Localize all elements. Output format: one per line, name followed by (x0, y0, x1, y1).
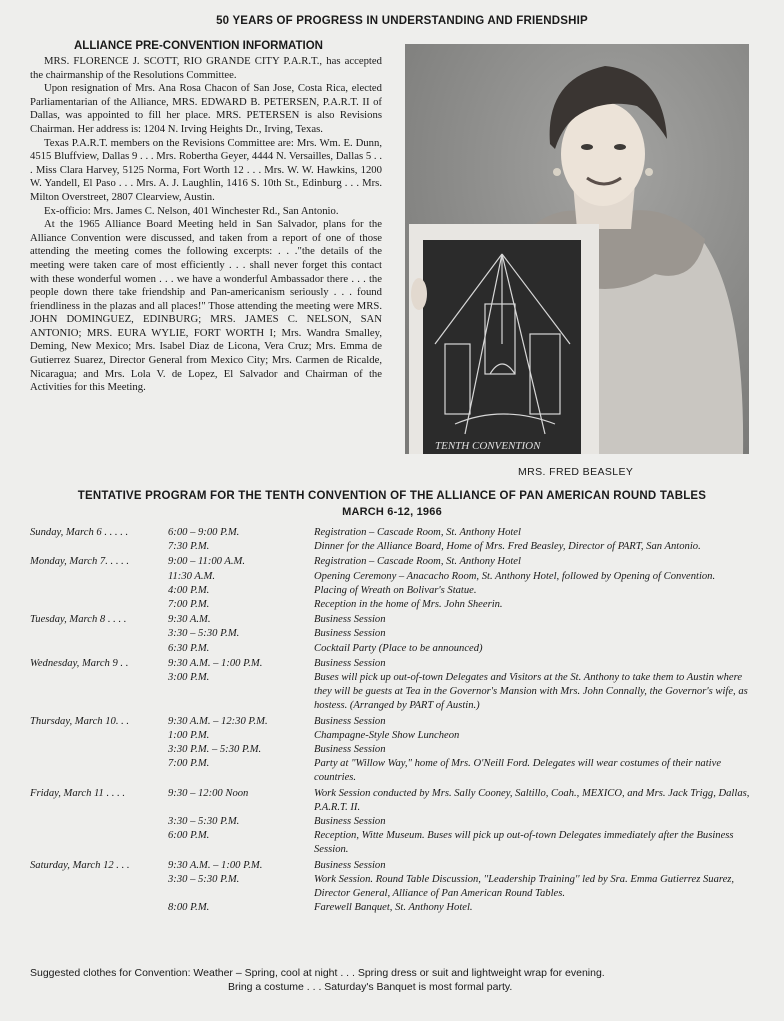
schedule-row (30, 584, 760, 598)
schedule-desc: Business Session (314, 628, 386, 640)
schedule-row (30, 540, 760, 554)
schedule-desc: Opening Ceremony – Anacacho Room, St. Anthony Hotel, followed by Opening of Convention. (314, 570, 716, 582)
schedule-row (30, 757, 760, 785)
portrait-photo (405, 44, 749, 454)
schedule-day (30, 671, 168, 714)
clothing-note (30, 966, 760, 994)
article-paragraph: MRS. FLORENCE J. SCOTT, RIO GRANDE CITY P.A.R.T., has accepted the chairmanship of the Resolutions Committee. (30, 55, 382, 81)
schedule-time: 3:30 – 5:30 P.M. (168, 628, 240, 640)
schedule-row (30, 743, 760, 757)
schedule-row (30, 829, 760, 857)
schedule-desc: Work Session conducted by Mrs. Sally Cooney, Saltillo, Coah., MEXICO, and Mrs. Jack Trigg, Dallas, P.A.R.T. II. (314, 787, 750, 813)
schedule-day (30, 540, 168, 554)
schedule-row (30, 526, 760, 540)
schedule-row (30, 613, 760, 627)
photo-caption: MRS. FRED BEASLEY (518, 466, 634, 478)
schedule-desc: Reception in the home of Mrs. John Sheerin. (314, 599, 503, 611)
schedule-day: Friday, March 11 . . . . (30, 787, 126, 799)
schedule-desc: Business Session (314, 859, 386, 871)
schedule-day (30, 901, 168, 915)
schedule-desc: Reception, Witte Museum. Buses will pick up out-of-town Delegates immediately after the Business Session. (314, 830, 734, 856)
schedule-time: 9:30 A.M. – 1:00 P.M. (168, 859, 263, 871)
schedule-desc: Party at "Willow Way," home of Mrs. O'Neill Ford. Delegates will wear costumes of their native countries. (314, 758, 722, 784)
schedule-row (30, 555, 760, 569)
schedule-row (30, 642, 760, 656)
portrait-illustration (405, 44, 749, 454)
schedule-row (30, 729, 760, 743)
schedule-row (30, 598, 760, 612)
schedule-desc: Dinner for the Alliance Board, Home of Mrs. Fred Beasley, Director of PART, San Antonio. (314, 541, 701, 553)
program-date: MARCH 6-12, 1966 (342, 506, 442, 518)
schedule-row (30, 657, 760, 671)
schedule-row (30, 715, 760, 729)
schedule-time: 3:00 P.M. (168, 672, 210, 684)
article-paragraph: Ex-officio: Mrs. James C. Nelson, 401 Winchester Rd., San Antonio. (44, 204, 339, 217)
schedule-day (30, 743, 168, 757)
schedule-day (30, 757, 168, 785)
schedule-time: 8:00 P.M. (168, 902, 210, 914)
schedule-day (30, 873, 168, 901)
schedule-time: 6:00 P.M. (168, 830, 210, 842)
schedule-day: Monday, March 7. . . . . (30, 556, 130, 568)
article-paragraph: Upon resignation of Mrs. Ana Rosa Chacon of San Jose, Costa Rica, elected Parliamentarian of the Alliance, MRS. EDWARD B. PETERSEN, P.A.R.T. II of Dallas, was appointed to fill her place. MRS. PETERSEN is also Revisions Chairman. Her address is: 1204 N. Irving Heights Dr., Irving, Texas. (30, 82, 382, 135)
schedule-day: Sunday, March 6 . . . . . (30, 527, 129, 538)
schedule-row (30, 859, 760, 873)
schedule-desc: Work Session. Round Table Discussion, ''Leadership Training'' led by Sra. Emma Gutierrez Suarez, Director General, Alliance of Pan American Round Tables. (314, 873, 735, 900)
schedule-time: 6:30 P.M. (168, 642, 210, 654)
schedule-time: 4:00 P.M. (168, 584, 210, 596)
schedule-desc: Buses will pick up out-of-town Delegates and Visitors at the St. Anthony to take them to Austin where they will be guests at Tea in the Governor's Mansion with Mrs. John Connally, the Governor's wife, as hostess. (Arranged by PART of Austin.) (314, 672, 748, 712)
schedule-day (30, 598, 168, 612)
schedule-row (30, 671, 760, 714)
schedule-desc: Placing of Wreath on Bolivar's Statue. (314, 584, 477, 596)
schedule-time: 9:30 A.M. (168, 614, 211, 626)
schedule-time: 3:30 – 5:30 P.M. (168, 816, 240, 828)
article-body (30, 55, 382, 395)
schedule-time: 6:00 – 9:00 P.M. (168, 527, 240, 538)
schedule-day: Tuesday, March 8 . . . . (30, 614, 127, 626)
schedule-day: Wednesday, March 9 . . (30, 657, 129, 669)
schedule-row (30, 815, 760, 829)
schedule-time: 11:30 A.M. (168, 570, 215, 582)
schedule-desc: Registration – Cascade Room, St. Anthony Hotel (314, 527, 521, 538)
schedule-row (30, 627, 760, 641)
schedule-time: 7:00 P.M. (168, 758, 210, 770)
schedule-time: 3:30 P.M. – 5:30 P.M. (168, 744, 262, 756)
schedule-table (30, 525, 760, 915)
schedule-time: 7:00 P.M. (168, 599, 210, 611)
program-title: TENTATIVE PROGRAM FOR THE TENTH CONVENTION OF THE ALLIANCE OF PAN AMERICAN ROUND TABLES (77, 490, 707, 502)
schedule-row (30, 873, 760, 901)
schedule-day: Saturday, March 12 . . . (30, 859, 130, 871)
schedule-desc: Business Session (314, 816, 386, 828)
schedule-day (30, 584, 168, 598)
article-paragraph: Texas P.A.R.T. members on the Revisions Committee are: Mrs. Wm. E. Dunn, 4515 Bluffview, Dallas 9 . . . Mrs. Robertha Geyer, 4444 N. Versailles, Dallas 5 . . . Miss Clara Harvey, 5125 Norma, Fort Worth 12 . . . Mrs. W. W. Hawkins, 1200 W. Yandell, El Paso . . . Mrs. A. J. Laughlin, 1416 S. 10th St., Edinburg . . . Mrs. Milton Overstreet, 2807 Clearview, Austin. (30, 136, 382, 203)
schedule-row (30, 901, 760, 915)
schedule-desc: Farewell Banquet, St. Anthony Hotel. (314, 902, 473, 914)
clothing-note-line: Bring a costume . . . Saturday's Banquet is most formal party. (228, 981, 513, 993)
schedule-desc: Business Session (314, 715, 386, 727)
article-paragraph: At the 1965 Alliance Board Meeting held in San Salvador, plans for the Alliance Convention were discussed, and taken from a report of one of those attending the meeting comes the following excerpts: . . ."the details of the meeting were taken care of most efficiently . . . shall never forget this contact with these wonderful women . . . we have a wonderful Ambassador there . . . the people down there take friendship and Pan-americanism seriously . . . found friendliness in the plazas and all places!" Those attending the meeting were MRS. JOHN DOMINGUEZ, EDINBURG; MRS. JAMES C. NELSON, SAN ANTONIO; MRS. EURA WYLIE, FORT WORTH I; Mrs. Wandra Smalley, Deming, New Mexico; Mrs. Isabel Diaz de Licona, Vera Cruz; Mrs. Emma de Gutierrez Suarez, Director General from Mexico City; Mrs. Carmen de Ricalde, Nicaragua; and Mrs. Lola V. de Lopez, El Salvador and Chairman of the Activities for this Meeting. (30, 218, 382, 394)
section-title: ALLIANCE PRE-CONVENTION INFORMATION (74, 40, 323, 52)
schedule-day (30, 729, 168, 743)
schedule-desc: Business Session (314, 657, 386, 669)
schedule-time: 9:30 A.M. – 12:30 P.M. (168, 715, 268, 727)
schedule-desc: Business Session (314, 744, 386, 756)
schedule-desc: Cocktail Party (Place to be announced) (314, 642, 483, 654)
schedule-day (30, 829, 168, 857)
schedule-desc: Registration – Cascade Room, St. Anthony Hotel (314, 556, 521, 568)
schedule-row (30, 570, 760, 584)
schedule-time: 3:30 – 5:30 P.M. (168, 873, 240, 885)
schedule-desc: Business Session (314, 614, 386, 626)
schedule-time: 9:30 A.M. – 1:00 P.M. (168, 657, 263, 669)
schedule-row (30, 787, 760, 815)
artwork-label: TENTH CONVENTION (435, 440, 541, 452)
schedule-day (30, 627, 168, 641)
schedule-time: 1:00 P.M. (168, 729, 210, 741)
schedule-day (30, 815, 168, 829)
schedule-desc: Champagne-Style Show Luncheon (314, 729, 460, 741)
schedule-day (30, 570, 168, 584)
page-title: 50 YEARS OF PROGRESS IN UNDERSTANDING AND FRIENDSHIP (216, 15, 588, 27)
schedule-time: 9:30 – 12:00 Noon (168, 787, 249, 799)
schedule-time: 9:00 – 11:00 A.M. (168, 556, 245, 568)
schedule-day (30, 642, 168, 656)
schedule-day: Thursday, March 10. . . (30, 715, 130, 727)
clothing-note-line: Suggested clothes for Convention: Weather – Spring, cool at night . . . Spring dress or suit and lightweight wrap for evening. (30, 967, 605, 979)
schedule-time: 7:30 P.M. (168, 541, 210, 553)
